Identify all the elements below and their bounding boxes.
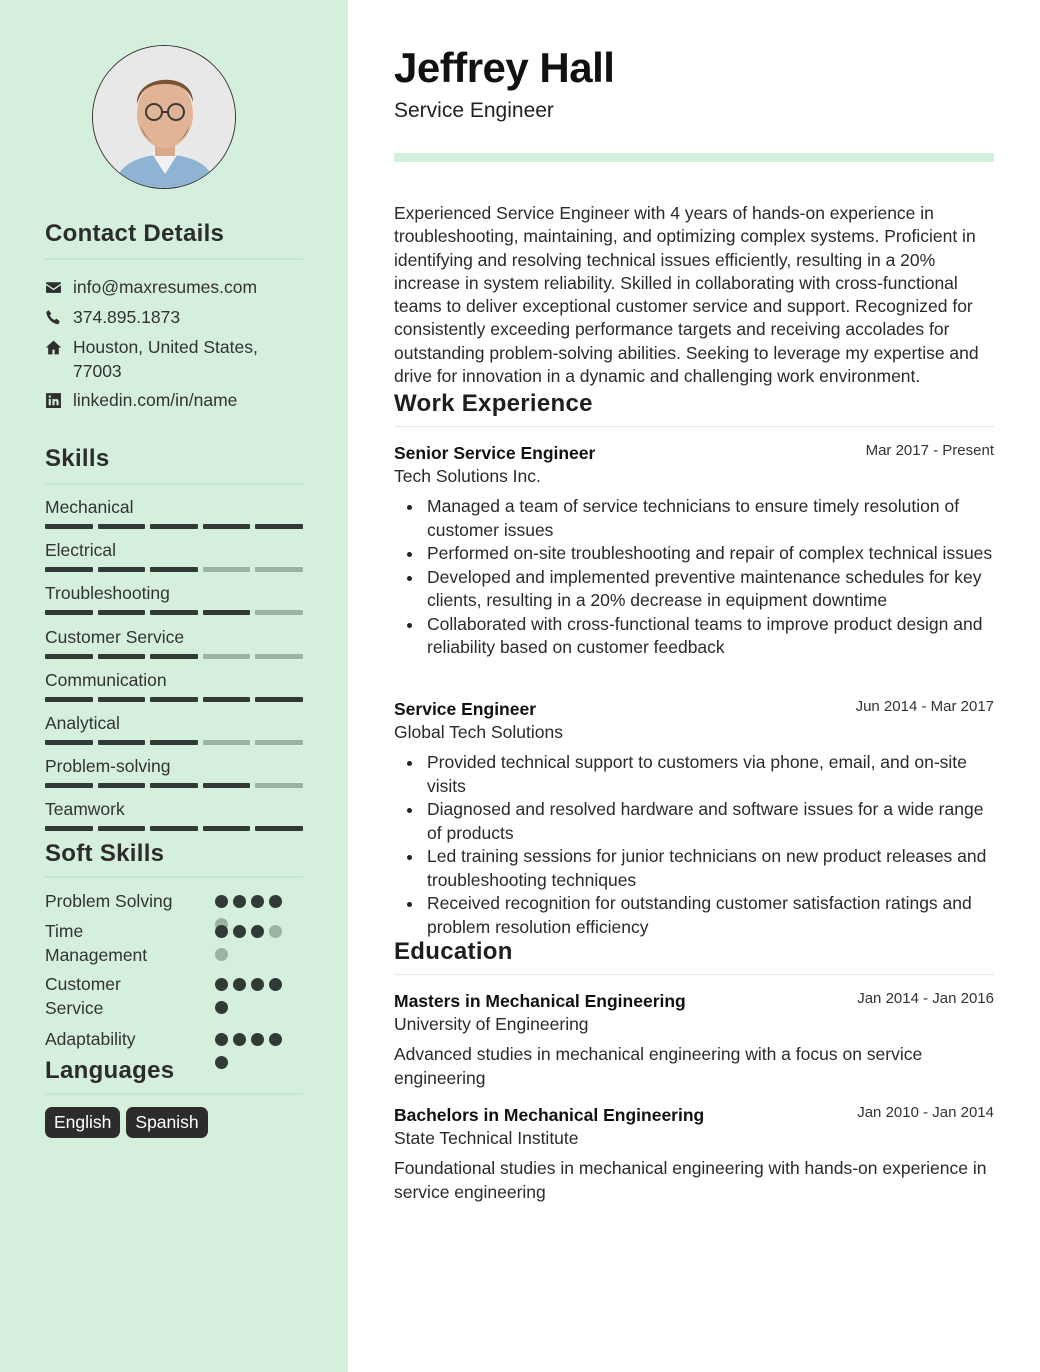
job-bullets [394, 495, 994, 660]
skill-level-segment [98, 697, 146, 702]
job-entry [394, 697, 994, 939]
sidebar [0, 0, 348, 1372]
avatar [92, 45, 236, 189]
candidate-name: Jeffrey Hall [394, 44, 615, 91]
skill-name: Customer Service [45, 626, 185, 647]
skill-level-segment [255, 654, 303, 659]
skill-name: Communication [45, 669, 167, 690]
education-description: Advanced studies in mechanical engineering with a focus on service engineering [394, 1044, 923, 1088]
school-name: University of Engineering [394, 1014, 589, 1034]
soft-skill-name: Time Management [45, 921, 148, 965]
header-accent-bar [394, 153, 994, 162]
skill-level-bar [45, 567, 303, 572]
skill-level-segment [45, 740, 93, 745]
skill-name: Problem-solving [45, 756, 171, 777]
rating-dot [233, 978, 246, 991]
skill-item [45, 581, 303, 615]
soft-skill-name: Customer Service [45, 974, 121, 1018]
skill-item [45, 625, 303, 659]
job-bullet: Developed and implemented preventive maintenance schedules for key clients, resulting in a 20% decrease in equipment downtime [394, 566, 994, 613]
skill-level-segment [150, 783, 198, 788]
linkedin-icon [45, 388, 73, 412]
skills-divider [45, 483, 303, 485]
skill-level-segment [98, 524, 146, 529]
skills-heading: Skills [45, 445, 110, 472]
skill-level-bar [45, 826, 303, 831]
email-text: info@maxresumes.com [73, 277, 258, 297]
envelope-icon [45, 275, 73, 299]
skill-level-segment [203, 783, 251, 788]
candidate-title: Service Engineer [394, 99, 554, 122]
skill-level-segment [150, 524, 198, 529]
school-name: State Technical Institute [394, 1128, 579, 1148]
contact-linkedin[interactable] [45, 388, 305, 412]
skill-level-segment [203, 654, 251, 659]
job-bullet: Performed on-site troubleshooting and repair of complex technical issues [394, 542, 994, 566]
skill-level-segment [98, 783, 146, 788]
skill-level-segment [98, 610, 146, 615]
skill-level-segment [150, 567, 198, 572]
rating-dot [251, 978, 264, 991]
linkedin-text: linkedin.com/in/name [73, 390, 238, 410]
skill-level-segment [150, 654, 198, 659]
skill-level-segment [203, 697, 251, 702]
languages-heading: Languages [45, 1057, 175, 1084]
skill-name: Analytical [45, 713, 120, 733]
skill-item [45, 538, 303, 572]
skill-level-segment [150, 610, 198, 615]
skill-level-segment [150, 826, 198, 831]
education-dates: Jan 2014 - Jan 2016 [857, 990, 994, 1007]
rating-dot [251, 925, 264, 938]
rating-dot [215, 978, 228, 991]
skill-level-bar [45, 697, 303, 702]
rating-dot [215, 1033, 228, 1046]
skill-name: Troubleshooting [45, 583, 170, 604]
job-bullet: Managed a team of service technicians to ensure timely resolution of customer issues [394, 495, 994, 542]
work-heading: Work Experience [394, 390, 593, 417]
rating-dot [215, 895, 228, 908]
soft-skills-divider [45, 876, 303, 878]
education-description: Foundational studies in mechanical engineering with hands-on experience in service engineering [394, 1158, 987, 1202]
job-dates: Jun 2014 - Mar 2017 [855, 698, 994, 715]
language-badge: Spanish [126, 1107, 207, 1138]
skill-level-segment [150, 697, 198, 702]
address-text: Houston, United States, 77003 [73, 337, 258, 381]
education-heading: Education [394, 938, 513, 965]
summary-text: Experienced Service Engineer with 4 years of hands-on experience in troubleshooting, maintaining, and optimizing complex systems. Proficient in identifying and resolving technical issues efficiently, resulting in a 20% increase in system reliability. Skilled in collaborating with cross-functional teams to deliver exceptional customer service and support. Recognized for consistently exceeding performance targets and receiving accolades for outstanding problem-solving abilities. Seeking to leverage my expertise and drive for innovation in a dynamic and challenging work environment. [394, 203, 979, 387]
soft-skill-rating [215, 919, 295, 961]
skill-item [45, 668, 303, 702]
skill-level-segment [203, 567, 251, 572]
skill-item [45, 711, 303, 745]
skill-level-bar [45, 783, 303, 788]
job-entry [394, 441, 994, 660]
job-title: Service Engineer [394, 699, 537, 719]
soft-skill-rating [215, 1027, 295, 1069]
skill-level-segment [45, 697, 93, 702]
soft-skill-rating [215, 972, 295, 1014]
skill-level-bar [45, 740, 303, 745]
rating-dot [233, 895, 246, 908]
skill-level-segment [255, 567, 303, 572]
skill-level-segment [98, 740, 146, 745]
phone-text: 374.895.1873 [73, 307, 181, 327]
job-bullet: Diagnosed and resolved hardware and software issues for a wide range of products [394, 798, 994, 845]
job-dates: Mar 2017 - Present [865, 442, 994, 459]
job-company: Global Tech Solutions [394, 722, 563, 742]
contact-email[interactable] [45, 275, 305, 299]
job-title: Senior Service Engineer [394, 443, 596, 463]
degree-title: Bachelors in Mechanical Engineering [394, 1105, 705, 1125]
skill-level-segment [255, 610, 303, 615]
skill-level-segment [255, 524, 303, 529]
rating-dot [269, 1033, 282, 1046]
education-dates: Jan 2010 - Jan 2014 [857, 1104, 994, 1121]
skill-level-segment [203, 524, 251, 529]
contact-address [45, 335, 305, 383]
rating-dot [215, 925, 228, 938]
skill-level-segment [45, 524, 93, 529]
skill-level-segment [98, 826, 146, 831]
skill-level-segment [203, 740, 251, 745]
rating-dot [269, 978, 282, 991]
education-entry [394, 989, 994, 1090]
skill-name: Mechanical [45, 497, 134, 517]
skill-item [45, 754, 303, 788]
rating-dot [251, 1033, 264, 1046]
languages-list [45, 1107, 208, 1138]
job-bullet: Collaborated with cross-functional teams to improve product design and reliability based on customer feedback [394, 613, 994, 660]
skill-level-bar [45, 524, 303, 529]
phone-icon [45, 305, 73, 329]
skill-level-segment [255, 826, 303, 831]
skill-level-segment [45, 610, 93, 615]
rating-dot [269, 895, 282, 908]
job-bullets [394, 751, 994, 939]
skill-level-segment [45, 826, 93, 831]
languages-divider [45, 1093, 303, 1095]
contact-divider [45, 258, 303, 260]
contact-heading: Contact Details [45, 220, 225, 247]
job-bullet: Provided technical support to customers via phone, email, and on-site visits [394, 751, 994, 798]
rating-dot [233, 925, 246, 938]
job-company: Tech Solutions Inc. [394, 466, 541, 486]
contact-phone[interactable] [45, 305, 305, 329]
skill-item [45, 797, 303, 831]
skill-level-segment [150, 740, 198, 745]
soft-skill-name: Problem Solving [45, 891, 173, 911]
skill-level-segment [203, 826, 251, 831]
skill-level-bar [45, 654, 303, 659]
skill-level-segment [255, 783, 303, 788]
skill-level-segment [45, 654, 93, 659]
skill-level-segment [45, 567, 93, 572]
home-icon [45, 335, 73, 359]
job-bullet: Led training sessions for junior technicians on new product releases and troubleshooting techniques [394, 845, 994, 892]
skill-level-segment [255, 740, 303, 745]
language-badge: English [45, 1107, 120, 1138]
degree-title: Masters in Mechanical Engineering [394, 991, 686, 1011]
rating-dot [269, 925, 282, 938]
skill-level-segment [98, 654, 146, 659]
rating-dot [215, 948, 228, 961]
work-divider [394, 426, 994, 427]
skill-name: Electrical [45, 540, 116, 561]
rating-dot [233, 1033, 246, 1046]
skill-level-segment [255, 697, 303, 702]
skill-item [45, 495, 303, 529]
skill-level-bar [45, 610, 303, 615]
rating-dot [215, 1056, 228, 1069]
soft-skill-name: Adaptability [45, 1029, 136, 1049]
skill-name: Teamwork [45, 799, 125, 820]
education-divider [394, 974, 994, 975]
soft-skills-heading: Soft Skills [45, 840, 165, 867]
skill-level-segment [98, 567, 146, 572]
job-bullet: Received recognition for outstanding customer satisfaction ratings and problem resolution efficiency [394, 892, 994, 939]
rating-dot [215, 1001, 228, 1014]
skill-level-segment [203, 610, 251, 615]
rating-dot [251, 895, 264, 908]
skill-level-segment [45, 783, 93, 788]
education-entry [394, 1103, 994, 1204]
